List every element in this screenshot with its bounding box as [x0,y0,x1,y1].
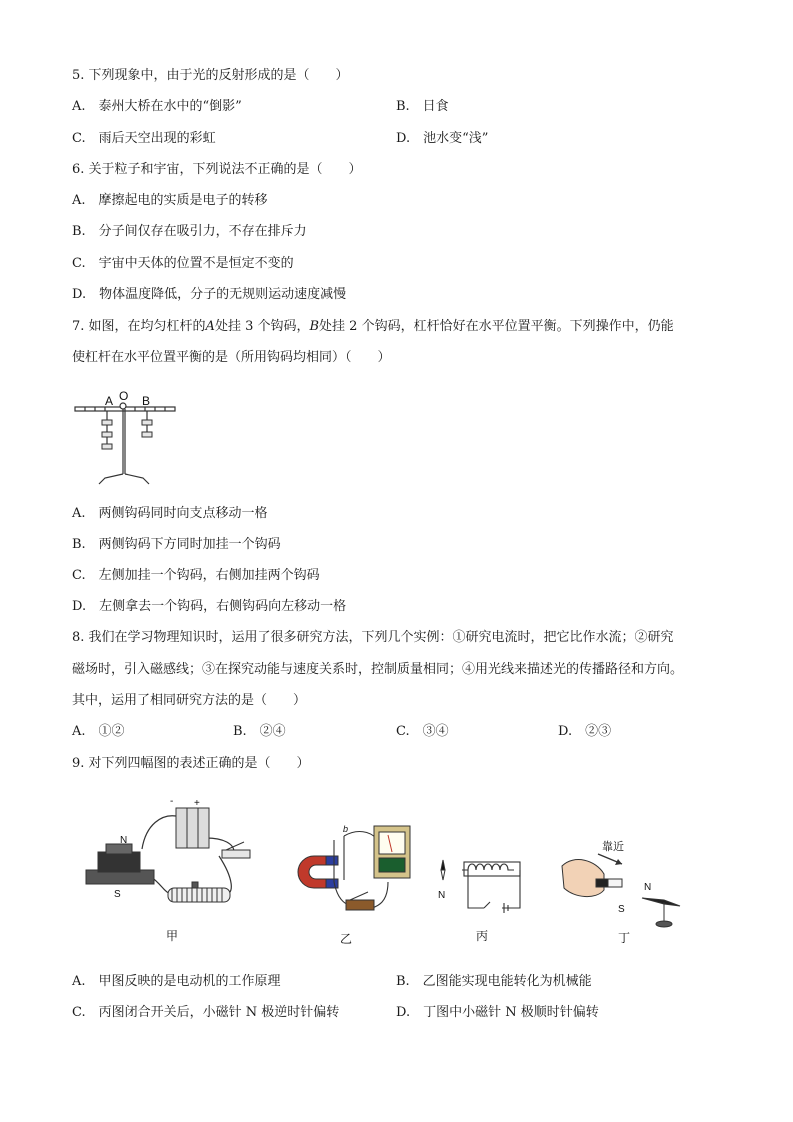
q7-option-b: B. 两侧钩码下方同时加挂一个钩码 [72,537,281,552]
q7-var-a: A [205,319,215,334]
q9-option-c: C. 丙图闭合开关后，小磁针 N 极逆时针偏转 [72,1005,340,1020]
q8-option-a: A. ①② [72,724,125,739]
q8-option-c: C. ③④ [396,724,449,739]
switch-yi [346,892,374,910]
figure-ding-caption: 丁 [618,931,631,945]
q5-option-d: D. 池水变“浅” [396,131,489,146]
q6-option-d: D. 物体温度降低，分子的无规则运动速度减慢 [72,287,347,302]
figure-bing-caption: 丙 [476,929,489,943]
left-weights [102,420,112,449]
svg-text:+: + [194,798,200,809]
q7-option-c: C. 左侧加挂一个钩码，右侧加挂两个钩码 [72,568,320,583]
svg-text:N: N [438,890,446,901]
q5-option-a: A. 泰州大桥在水中的“倒影” [72,99,242,114]
svg-text:S: S [618,904,625,915]
galvanometer [374,826,410,878]
lever-label-a: A [105,394,114,408]
svg-text:N: N [120,835,128,846]
q9-option-a: A. 甲图反映的是电动机的工作原理 [72,974,281,989]
svg-text:S: S [114,889,121,900]
lever-figure [72,386,182,486]
q8-option-b: B. ②④ [233,724,286,739]
q6-option-b: B. 分子间仅存在吸引力，不存在排斥力 [72,224,307,239]
q9-stem: 9. 对下列四幅图的表述正确的是（ ） [72,756,310,771]
q8-stem-line1: 8. 我们在学习物理知识时，运用了很多研究方法，下列几个实例：①研究电流时，把它比作水流；②研究 [72,630,674,645]
q8-stem-line2: 磁场时，引入磁感线；③在探究动能与速度关系时，控制质量相同；④用光线来描述光的传播路径和方向。 [72,662,684,677]
figure-yi [288,822,428,947]
magnet-coil [86,844,154,884]
figure-jia-caption: 甲 [166,929,179,943]
q5-stem: 5. 下列现象中，由于光的反射形成的是（ ） [72,68,349,83]
q5-option-b: B. 日食 [396,99,449,114]
q9-option-d: D. 丁图中小磁针 N 极顺时针偏转 [396,1005,599,1020]
q5-option-c: C. 雨后天空出现的彩虹 [72,131,216,146]
q7-stem-line1: 7. 如图，在均匀杠杆的A处挂 3 个钩码，B处挂 2 个钩码，杠杆恰好在水平位置平衡。下列操作中，仍能 [72,319,674,334]
q9-option-b: B. 乙图能实现电能转化为机械能 [396,974,592,989]
q8-option-d: D. ②③ [558,724,612,739]
compass-needle [441,860,445,880]
q7-option-d: D. 左侧拿去一个钩码，右侧钩码向左移动一格 [72,599,347,614]
lever-label-b: B [142,394,151,408]
hand [562,860,604,897]
lever-label-o: O [119,389,129,403]
q8-stem-line3: 其中，运用了相同研究方法的是（ ） [72,693,307,708]
battery [176,808,209,848]
rheostat [168,882,230,902]
svg-text:b: b [343,824,349,834]
q6-stem: 6. 关于粒子和宇宙，下列说法不正确的是（ ） [72,162,362,177]
near-label: 靠近 [602,841,624,853]
q6-option-c: C. 宇宙中天体的位置不是恒定不变的 [72,256,294,271]
figure-yi-caption: 乙 [340,932,353,946]
q7-option-a: A. 两侧钩码同时向支点移动一格 [72,506,268,521]
figure-jia [84,794,254,949]
svg-text:-: - [170,796,174,807]
figure-ding [560,838,700,948]
q7-stem-line2: 使杠杆在水平位置平衡的是（所用钩码均相同）（ ） [72,350,391,365]
compass-stand [642,898,680,927]
q7-var-b: B [309,319,320,334]
horseshoe-magnet [298,856,338,888]
svg-text:N: N [644,882,652,893]
bar-magnet [596,879,622,887]
switch [222,842,250,858]
figure-bing [434,848,530,946]
q6-option-a: A. 摩擦起电的实质是电子的转移 [72,193,268,208]
